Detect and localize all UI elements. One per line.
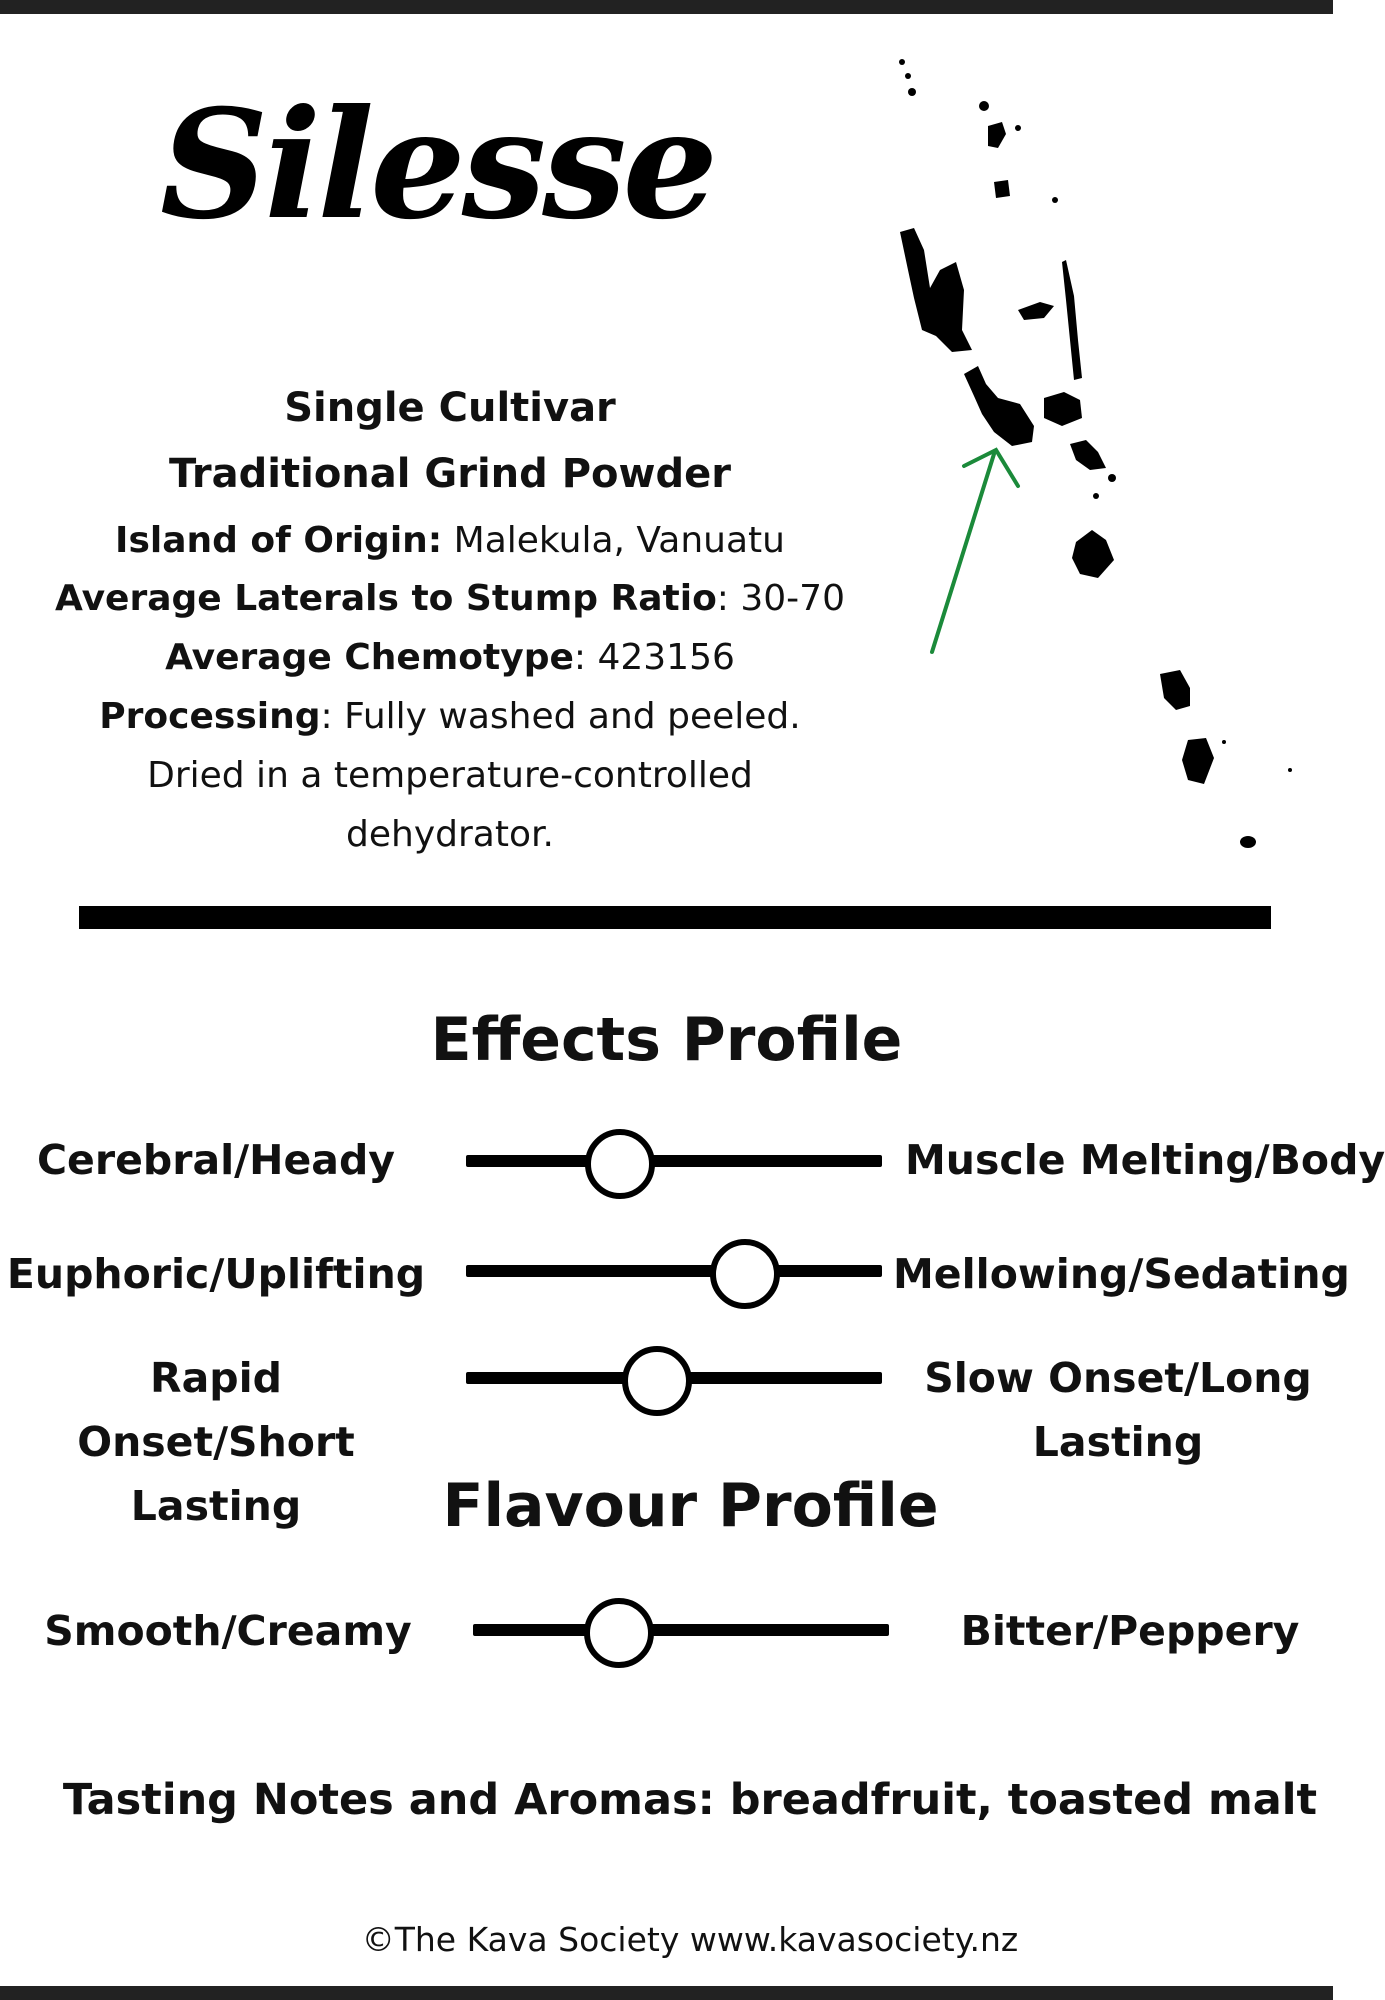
chemotype-line	[40, 637, 860, 678]
vanuatu-map-icon	[880, 40, 1320, 900]
scale-left-label: Rapid Onset/Short Lasting	[77, 1354, 355, 1530]
tasting-notes: Tasting Notes and Aromas: breadfruit, toasted malt	[62, 1775, 1318, 1825]
slider-track	[466, 1265, 882, 1277]
slider-track	[473, 1624, 889, 1636]
origin-line	[40, 520, 860, 561]
scale-right-label: Mellowing/Sedating	[893, 1250, 1350, 1298]
ratio-value: : 30-70	[716, 578, 845, 619]
footer-credit: ©The Kava Society www.kavasociety.nz	[361, 1920, 1019, 1959]
flavour-slider-1	[473, 1595, 889, 1665]
scale-left-label: Cerebral/Heady	[36, 1136, 396, 1184]
product-title: Silesse	[160, 77, 715, 253]
cultivar-type: Single Cultivar	[284, 385, 616, 431]
section-divider	[79, 906, 1271, 929]
processing-line	[40, 696, 860, 737]
location-arrow	[932, 450, 1018, 652]
effects-slider-3	[466, 1343, 882, 1413]
scale-right-label: Bitter/Peppery	[960, 1607, 1300, 1655]
processing-label: Processing	[99, 696, 321, 737]
top-border	[0, 0, 1333, 14]
slider-marker	[622, 1346, 692, 1416]
ratio-label: Average Laterals to Stump Ratio	[55, 578, 717, 619]
origin-value: Malekula, Vanuatu	[442, 520, 785, 561]
chemotype-label: Average Chemotype	[165, 637, 574, 678]
slider-marker	[710, 1239, 780, 1309]
bottom-border	[0, 1986, 1333, 2000]
scale-right-label: Muscle Melting/Body	[905, 1136, 1385, 1184]
processing-line-3: dehydrator.	[346, 814, 554, 855]
origin-label: Island of Origin:	[115, 520, 443, 561]
processing-line-2: Dried in a temperature-controlled	[147, 755, 753, 796]
scale-left-label: Euphoric/Uplifting	[6, 1250, 426, 1298]
processing-value: : Fully washed and peeled.	[320, 696, 801, 737]
flavour-title: Flavour Profile	[442, 1471, 939, 1541]
slider-track	[466, 1155, 882, 1167]
slider-marker	[584, 1598, 654, 1668]
scale-right-label: Slow Onset/Long Lasting	[924, 1354, 1312, 1466]
chemotype-value: : 423156	[573, 637, 735, 678]
slider-marker	[585, 1129, 655, 1199]
grind-type: Traditional Grind Powder	[169, 451, 731, 497]
ratio-line	[40, 578, 860, 619]
scale-left-label: Smooth/Creamy	[44, 1607, 412, 1655]
effects-slider-2	[466, 1236, 882, 1306]
effects-title: Effects Profile	[430, 1005, 903, 1075]
effects-slider-1	[466, 1126, 882, 1196]
